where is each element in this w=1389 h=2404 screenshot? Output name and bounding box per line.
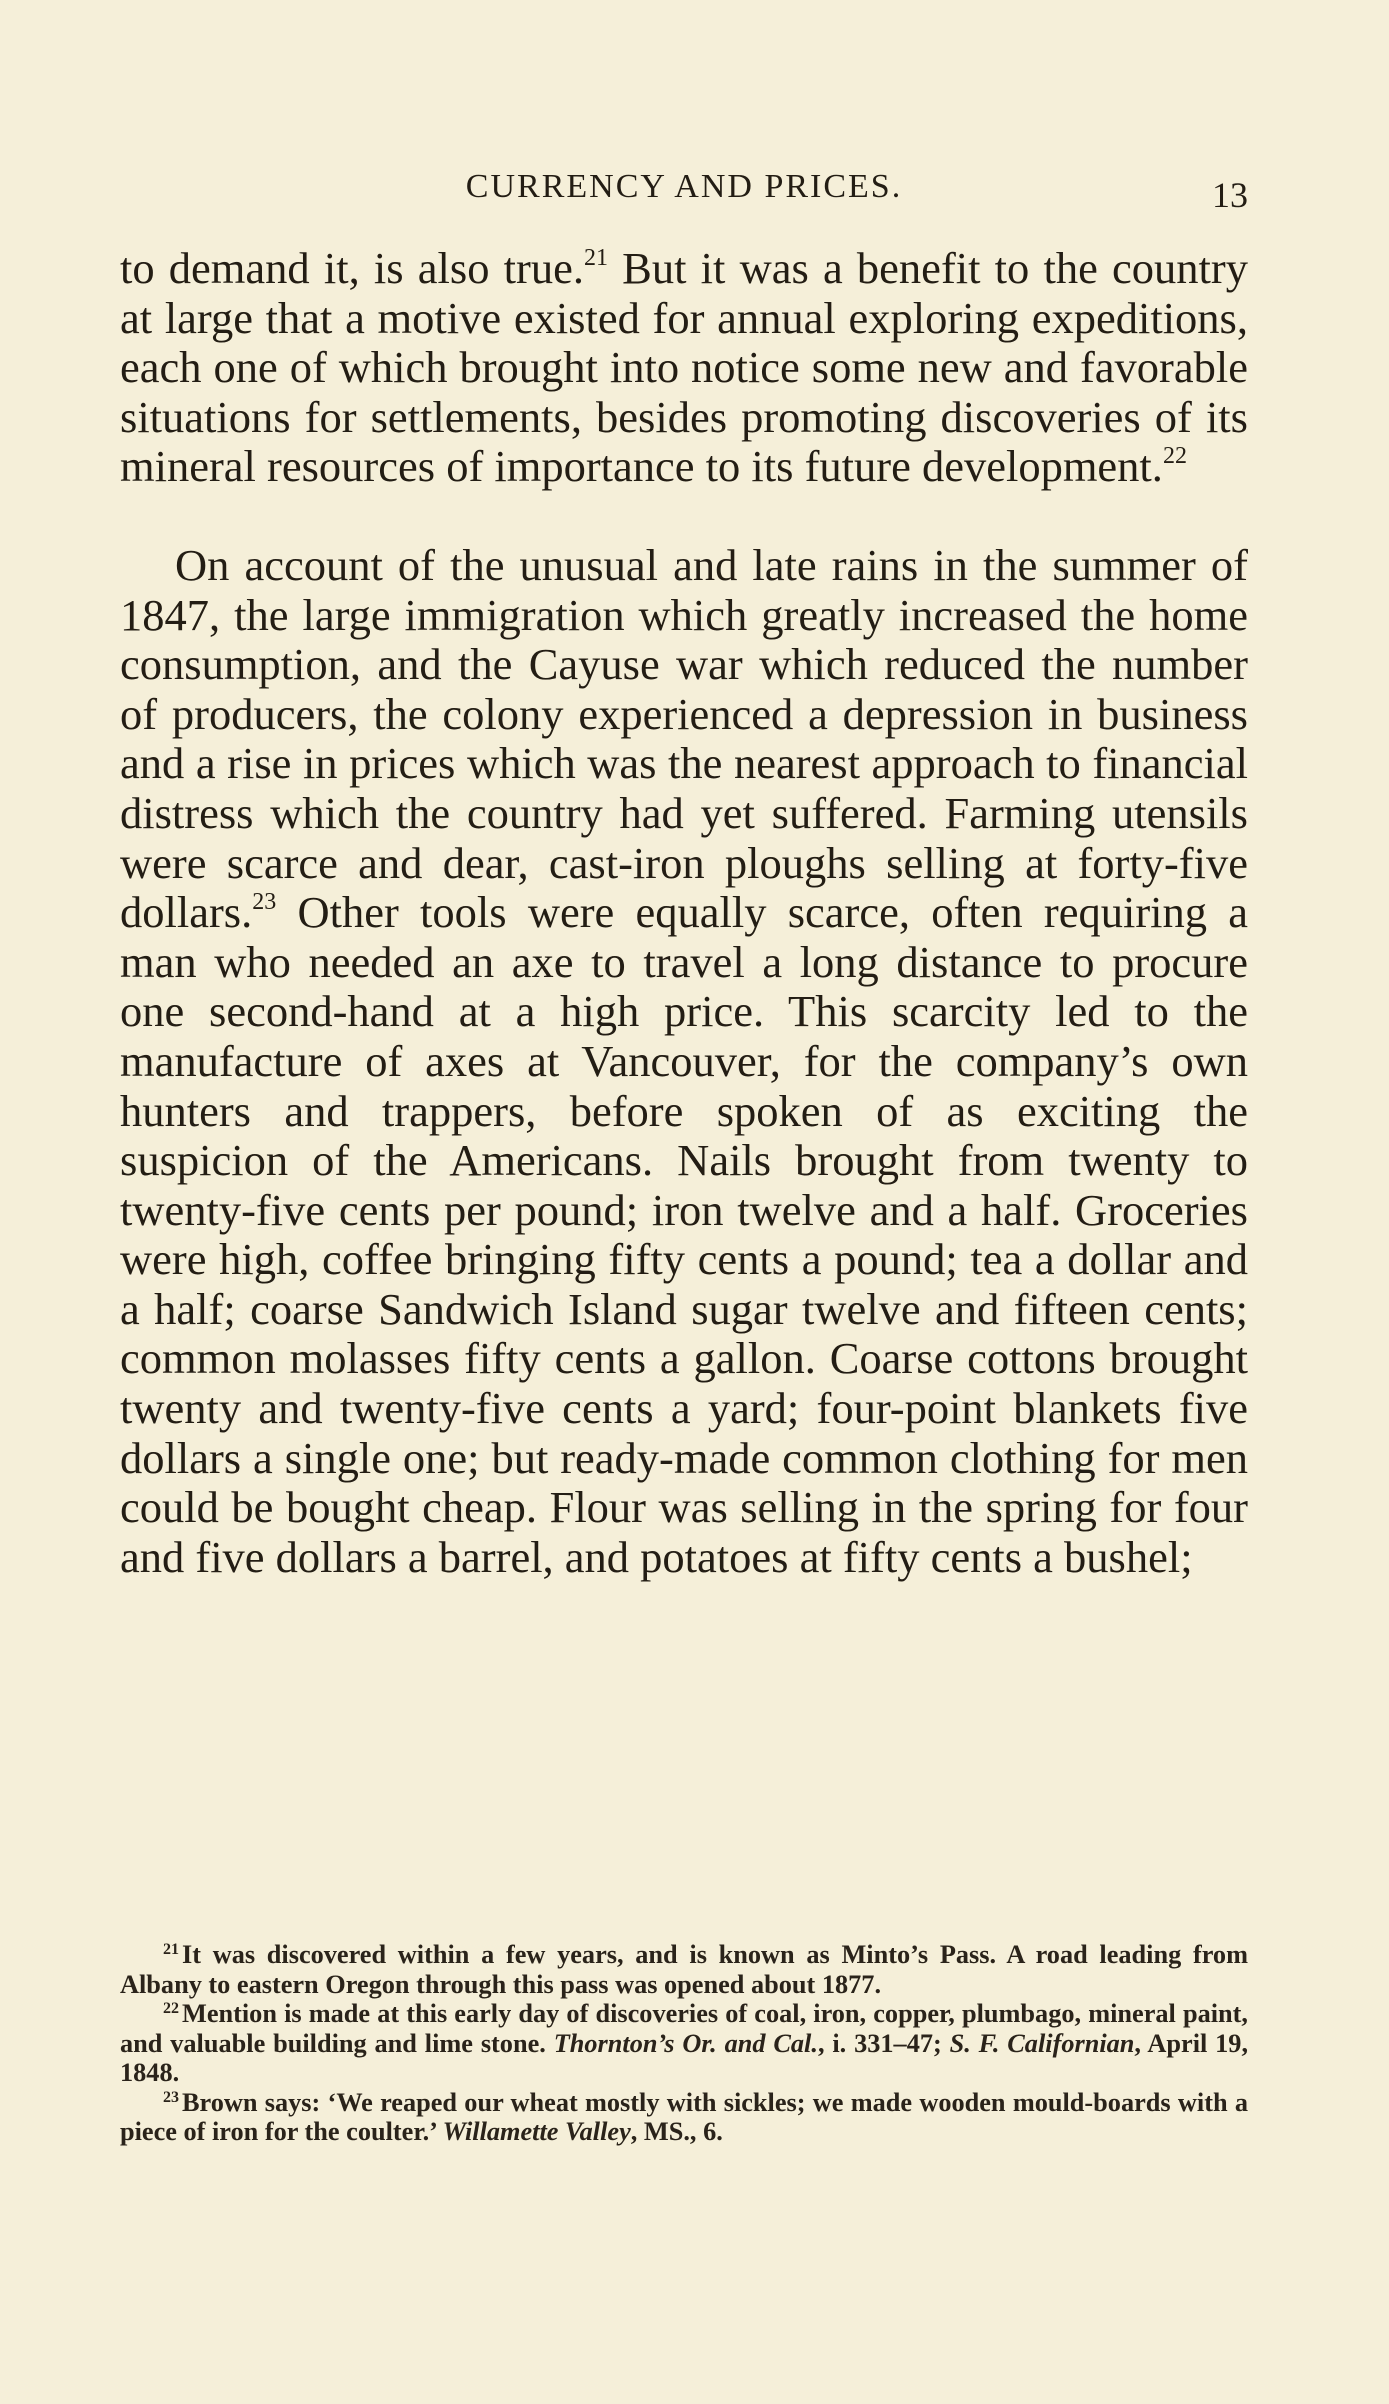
footnotes	[120, 1940, 1248, 2147]
citation-title: Willamette Valley	[442, 2117, 631, 2146]
footnote-text: It was discovered within a few years, and is known as Minto’s Pass. A road leading from Albany to eastern Oregon through this pass was opened about 1877.	[120, 1940, 1248, 1999]
running-head: CURRENCY AND PRICES.	[465, 168, 903, 205]
footnote-ref-21[interactable]: 21	[583, 245, 608, 271]
page-header	[120, 168, 1248, 224]
paragraph-2-text-b: Other tools were equally scarce, often requiring a man who needed an axe to travel a long distance to procure one second-hand at a high price. This scarcity led to the manufacture of axes at Vancouver, for the company’s own hunters and trappers, before spoken of as exciting the suspicion of the Americans. Nails brought from twenty to twenty-five cents per pound; iron twelve and a half. Groceries were high, coffee bringing fifty cents a pound; tea a dollar and a half; coarse Sandwich Island sugar twelve and fifteen cents; common molasses fifty cents a gallon. Coarse cottons brought twenty and twenty-five cents a yard; four-point blankets five dollars a single one; but ready-made common clothing for men could be bought cheap. Flour was selling in the spring for four and five dollars a barrel, and potatoes at fifty cents a bushel;	[120, 887, 1248, 1582]
footnote-number: 21	[163, 1941, 179, 1958]
body-text	[120, 244, 1248, 1582]
paragraph-1-text-a: to demand it, is also true.	[120, 243, 584, 293]
paragraph-2	[120, 541, 1248, 1582]
footnote-ref-22[interactable]: 22	[1162, 443, 1187, 470]
paragraph-1-text-b: But it was a benefit to the country at large that a motive existed for annual exploring expeditions, each one of which brought into notice some new and favorable situations for settlements, besides promoting discoveries of its mineral resources of importance to its future development.	[120, 243, 1248, 492]
footnote-text: , i. 331–47;	[817, 2028, 950, 2058]
page-number: 13	[1212, 175, 1248, 215]
footnote-text: , April 19, 1848.	[120, 2028, 1249, 2087]
paragraph-2-text-a: On account of the unusual and late rains in the summer of 1847, the large immigration which greatly increased the home consumption, and the Cayuse war which reduced the number of producers, the colony experienced a depression in business and a rise in prices which was the nearest approach to financial distress which the country had yet suffered. Farming utensils were scarce and dear, cast-iron ploughs selling at forty-five dollars.	[120, 539, 1248, 938]
paragraph-1	[120, 244, 1248, 492]
footnote-number: 22	[163, 2000, 179, 2017]
citation-title: S. F. Californian	[949, 2028, 1135, 2058]
footnote-text: , MS., 6.	[630, 2117, 723, 2146]
footnote-text: Mention is made at this early day of discoveries of coal, iron, copper, plumbago, mineral paint, and valuable building and lime stone.	[120, 1999, 1248, 2058]
footnote-ref-23[interactable]: 23	[252, 889, 277, 916]
footnote-23	[120, 2088, 1248, 2147]
footnote-text: Brown says: ‘We reaped our wheat mostly with sickles; we made wooden mould-boards with a piece of iron for the coulter.’	[120, 2087, 1248, 2146]
footnote-22	[120, 1999, 1248, 2088]
footnote-number: 23	[163, 2088, 179, 2106]
citation-title: Thornton’s Or. and Cal.	[553, 2028, 818, 2058]
footnote-21	[120, 1940, 1248, 1999]
